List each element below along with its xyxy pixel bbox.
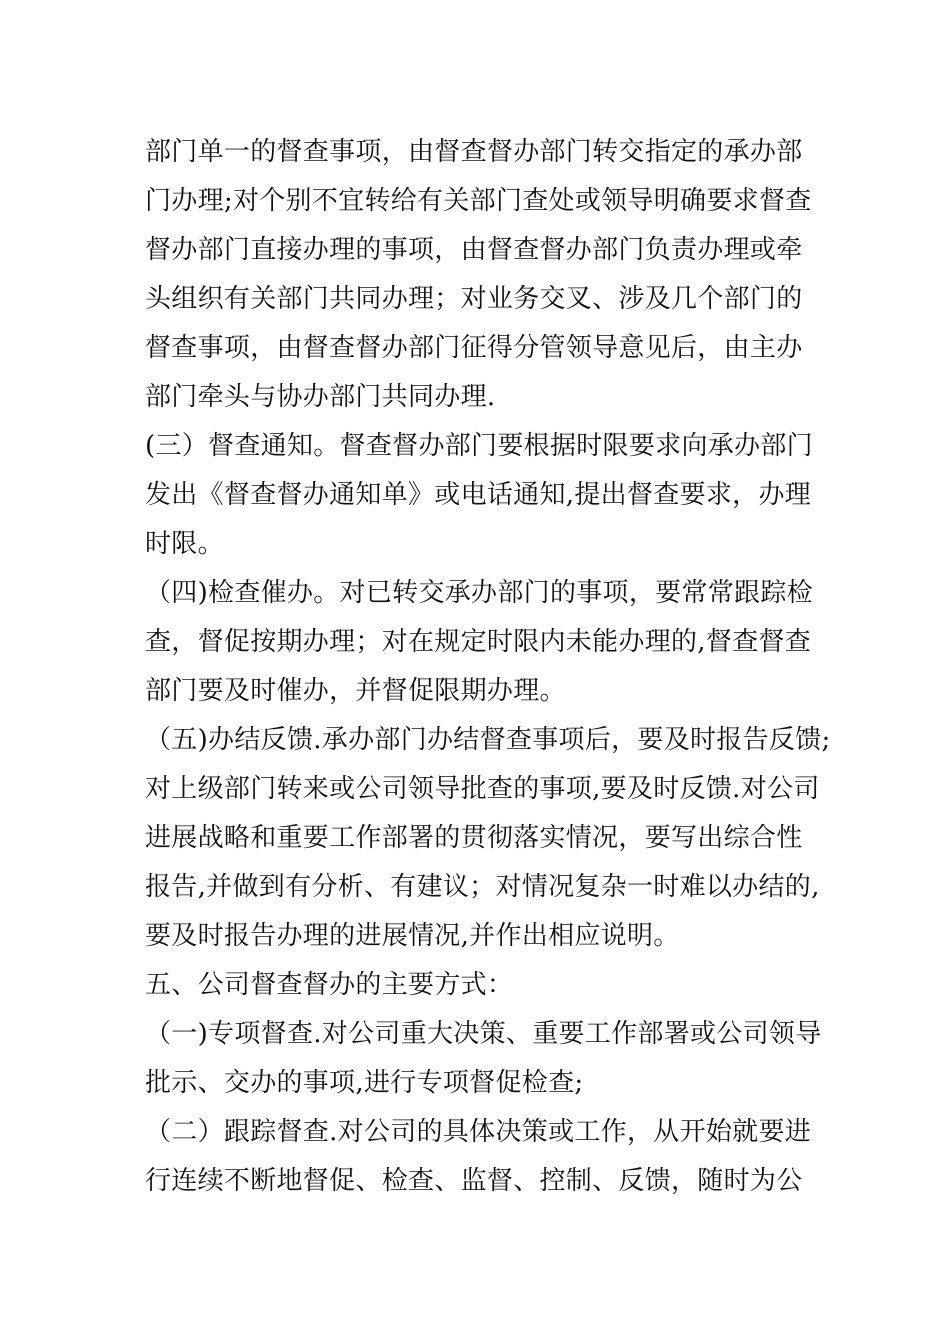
text-line: 批示、交办的事项,进行专项督促检查; (145, 1068, 584, 1098)
text-line: （二）跟踪督查.对公司的具体决策或工作，从开始就要进 (145, 1117, 812, 1147)
text-line: （四)检查催办。对已转交承办部门的事项，要常常跟踪检 (145, 578, 813, 608)
text-line: 查，督促按期办理；对在规定时限内未能办理的,督查督查 (145, 627, 812, 657)
text-line: 部门单一的督查事项，由督查督办部门转交指定的承办部 (145, 137, 803, 167)
text-line: 时限。 (145, 529, 224, 559)
text-line: 部门要及时催办，并督促限期办理。 (145, 676, 566, 706)
text-line: （一)专项督查.对公司重大决策、重要工作部署或公司领导 (145, 1019, 822, 1049)
text-line: 门办理;对个别不宜转给有关部门查处或领导明确要求督查 (145, 186, 812, 216)
text-line: 督查事项，由督查督办部门征得分管领导意见后，由主办 (145, 333, 803, 363)
text-line: 报告,并做到有分析、有建议；对情况复杂一时难以办结的, (145, 872, 820, 902)
document-body (145, 128, 831, 1206)
text-line: 行连续不断地督促、检查、监督、控制、反馈，随时为公 (145, 1166, 803, 1196)
text-line: 督办部门直接办理的事项，由督查督办部门负责办理或牵 (145, 235, 803, 265)
section-heading: 五、公司督查督办的主要方式： (145, 970, 514, 1000)
text-line: 进展战略和重要工作部署的贯彻落实情况，要写出综合性 (145, 823, 803, 853)
text-line: 对上级部门转来或公司领导批查的事项,要及时反馈.对公司 (145, 774, 820, 804)
text-line: 部门牵头与协办部门共同办理. (145, 382, 496, 412)
text-line: 要及时报告办理的进展情况,并作出相应说明。 (145, 921, 680, 951)
text-line: 头组织有关部门共同办理；对业务交叉、涉及几个部门的 (145, 284, 803, 314)
text-line: (三）督查通知。督查督办部门要根据时限要求向承办部门 (145, 431, 813, 461)
text-line: 发出《督查督办通知单》或电话通知,提出督查要求，办理 (145, 480, 812, 510)
text-line: （五)办结反馈.承办部门办结督查事项后，要及时报告反馈; (145, 725, 831, 755)
